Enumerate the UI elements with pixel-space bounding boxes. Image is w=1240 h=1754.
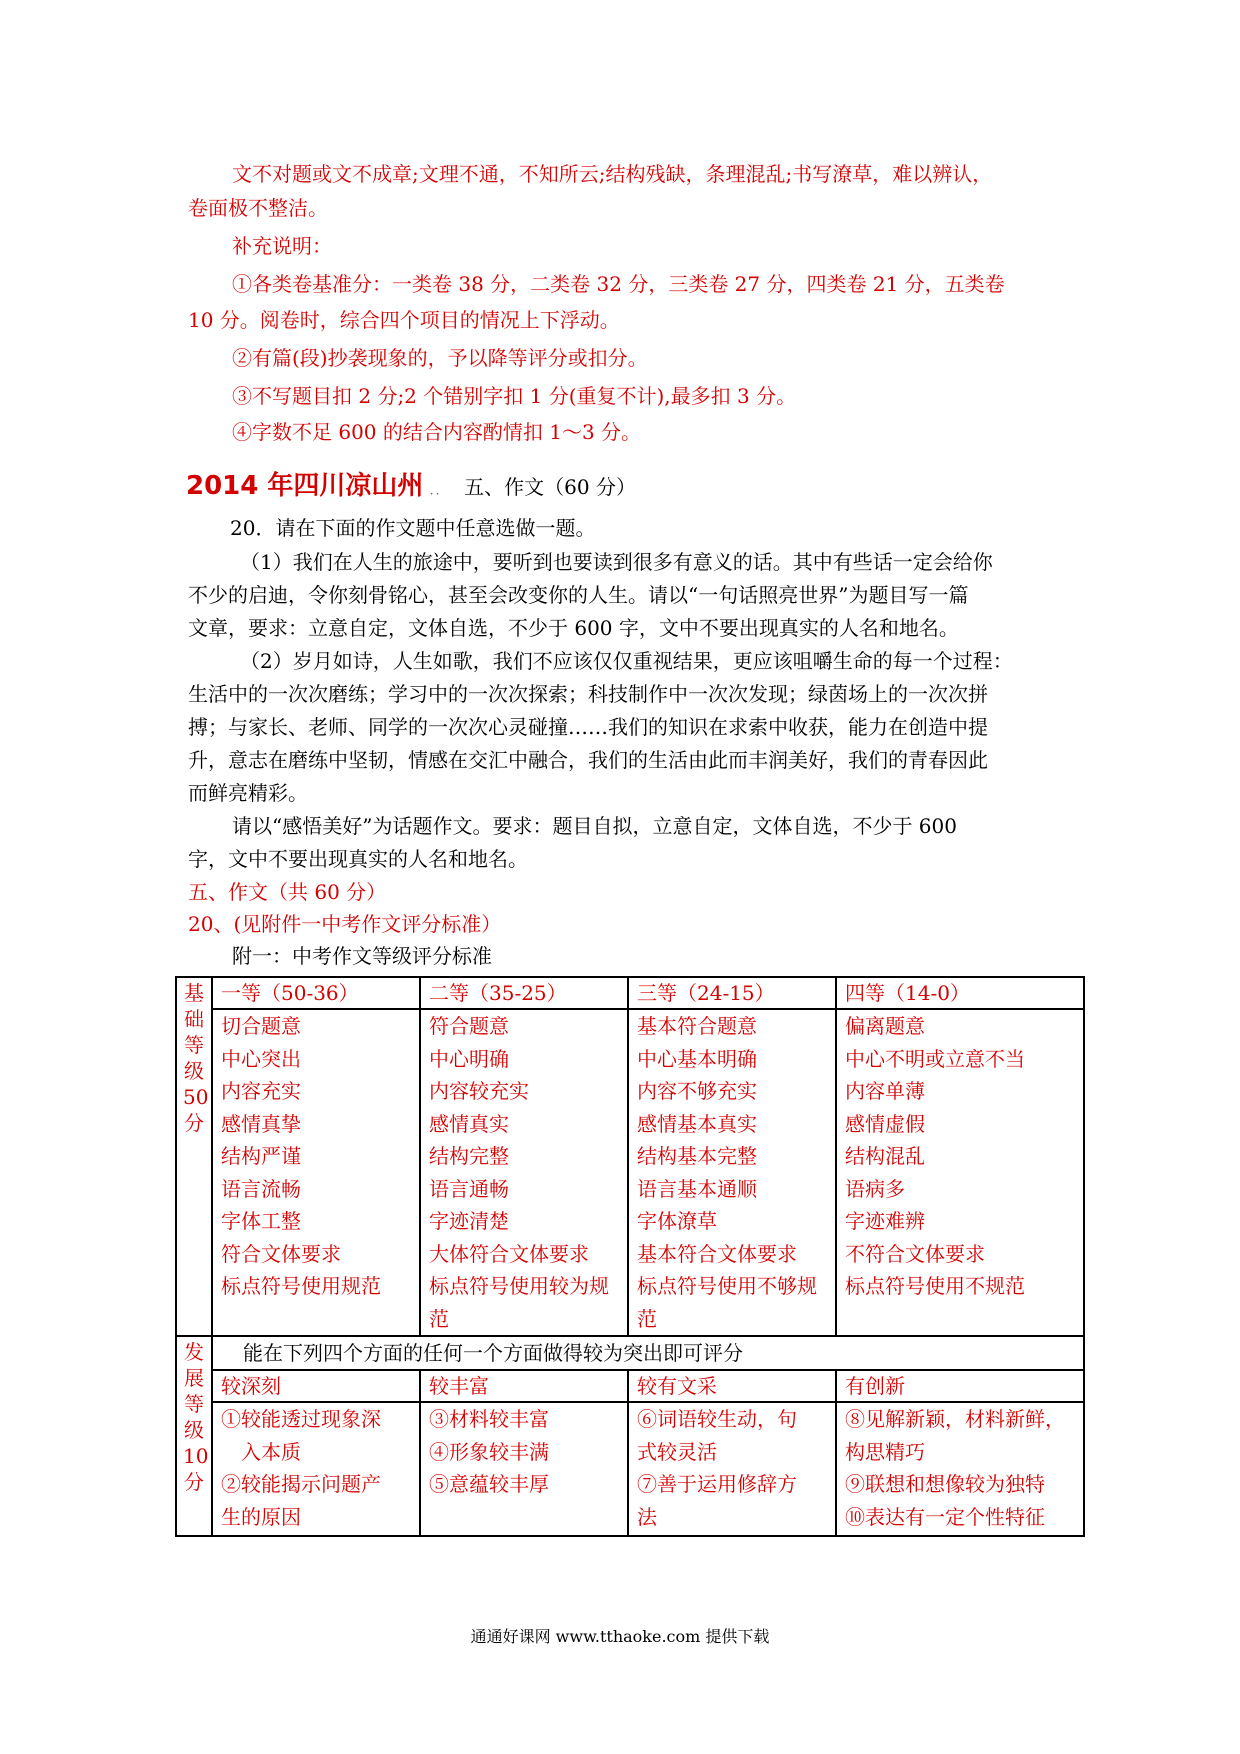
option-2-line: 生活中的一次次磨练；学习中的一次次探索；科技制作中一次次发现；绿茵场上的一次次拼 — [188, 682, 988, 706]
rich-criteria: ③材料较丰富 ④形象较丰满 ⑤意蕴较丰厚 — [420, 1402, 628, 1536]
innovation-criteria: ⑧见解新颖，材料新鲜， 构思精巧 ⑨联想和想像较为独特 ⑩表达有一定个性特征 — [836, 1402, 1084, 1536]
supplement-item: ③不写题目扣 2 分;2 个错别字扣 1 分(重复不计),最多扣 3 分。 — [232, 384, 797, 408]
development-header: 较丰富 — [420, 1370, 628, 1402]
title-dots: ．． — [429, 483, 448, 497]
basic-level-label: 基 础 等 级 50 分 — [176, 977, 212, 1336]
option-2-line: 搏；与家长、老师、同学的一次次心灵碰撞……我们的知识在求索中收获，能力在创造中提 — [188, 715, 988, 739]
essay-heading: 五、作文（60 分） — [464, 475, 636, 499]
supplement-item: ①各类卷基准分：一类卷 38 分，二类卷 32 分，三类卷 27 分，四类卷 21 分，五类卷 — [232, 272, 1005, 296]
option-1-line: 文章，要求：立意自定，文体自选，不少于 600 字，文中不要出现真实的人名和地名。 — [188, 616, 959, 640]
grade-3-criteria: 基本符合题意 中心基本明确 内容不够充实 感情基本真实 结构基本完整 语言基本通顺 字体潦草 基本符合文体要求 标点符号使用不够规范 — [628, 1009, 836, 1336]
criteria-line-1: 文不对题或文不成章;文理不通，不知所云;结构残缺，条理混乱;书写潦草，难以辨认， — [232, 162, 993, 186]
development-header-row — [176, 1370, 1084, 1402]
development-header: 较有文采 — [628, 1370, 836, 1402]
development-criteria-row — [176, 1402, 1084, 1536]
criteria-line-2: 卷面极不整洁。 — [188, 196, 328, 220]
option-2-line: 升，意志在磨练中坚韧，情感在交汇中融合，我们的生活由此而丰润美好，我们的青春因此 — [188, 748, 988, 772]
option-1-line: 不少的启迪，令你刻骨铭心，甚至会改变你的人生。请以“一句话照亮世界”为题目写一篇 — [188, 583, 969, 607]
literary-criteria: ⑥词语较生动，句 式较灵活 ⑦善于运用修辞方 法 — [628, 1402, 836, 1536]
basic-criteria-row — [176, 1009, 1084, 1336]
development-header: 有创新 — [836, 1370, 1084, 1402]
supplement-item: 10 分。阅卷时，综合四个项目的情况上下浮动。 — [188, 308, 620, 332]
requirement-line: 请以“感悟美好”为话题作文。要求：题目自拟，立意自定，文体自选，不少于 600 — [232, 814, 957, 838]
question-20: 20．请在下面的作文题中任意选做一题。 — [230, 516, 596, 540]
supplement-label: 补充说明： — [232, 234, 332, 258]
column-header: 一等（50-36） — [212, 977, 420, 1009]
grading-table — [175, 976, 1085, 1537]
development-note: 能在下列四个方面的任何一个方面做得较为突出即可评分 — [212, 1336, 1084, 1370]
table-header-row — [176, 977, 1084, 1009]
option-2-line: （2）岁月如诗，人生如歌，我们不应该仅仅重视结果，更应该咀嚼生命的每一个过程： — [240, 649, 1013, 673]
section-heading — [186, 470, 636, 506]
supplement-item: ②有篇(段)抄袭现象的，予以降等评分或扣分。 — [232, 346, 648, 370]
option-2-line: 而鲜亮精彩。 — [188, 781, 308, 805]
requirement-line: 字，文中不要出现真实的人名和地名。 — [188, 847, 528, 871]
column-header: 二等（35-25） — [420, 977, 628, 1009]
answer-heading: 五、作文（共 60 分） — [188, 880, 387, 904]
answer-q20: 20、(见附件一中考作文评分标准） — [188, 912, 502, 936]
grade-1-criteria: 切合题意 中心突出 内容充实 感情真挚 结构严谨 语言流畅 字体工整 符合文体要求 标点符号使用规范 — [212, 1009, 420, 1336]
column-header: 四等（14-0） — [836, 977, 1084, 1009]
development-header: 较深刻 — [212, 1370, 420, 1402]
development-note-row — [176, 1336, 1084, 1370]
development-level-label: 发 展 等 级 10 分 — [176, 1336, 212, 1536]
grade-2-criteria: 符合题意 中心明确 内容较充实 感情真实 结构完整 语言通畅 字迹清楚 大体符合文体要求 标点符号使用较为规范 — [420, 1009, 628, 1336]
attachment-title: 附一：中考作文等级评分标准 — [232, 944, 492, 968]
page-footer: 通通好课网 www.tthaoke.com 提供下载 — [470, 1627, 770, 1646]
exam-title: 2014 年四川凉山州 — [186, 471, 424, 501]
deep-criteria: ①较能透过现象深 入本质 ②较能揭示问题产 生的原因 — [212, 1402, 420, 1536]
grade-4-criteria: 偏离题意 中心不明或立意不当 内容单薄 感情虚假 结构混乱 语病多 字迹难辨 不符合文体要求 标点符号使用不规范 — [836, 1009, 1084, 1336]
option-1-line: （1）我们在人生的旅途中，要听到也要读到很多有意义的话。其中有些话一定会给你 — [240, 550, 993, 574]
column-header: 三等（24-15） — [628, 977, 836, 1009]
supplement-item: ④字数不足 600 的结合内容酌情扣 1～3 分。 — [232, 420, 642, 444]
